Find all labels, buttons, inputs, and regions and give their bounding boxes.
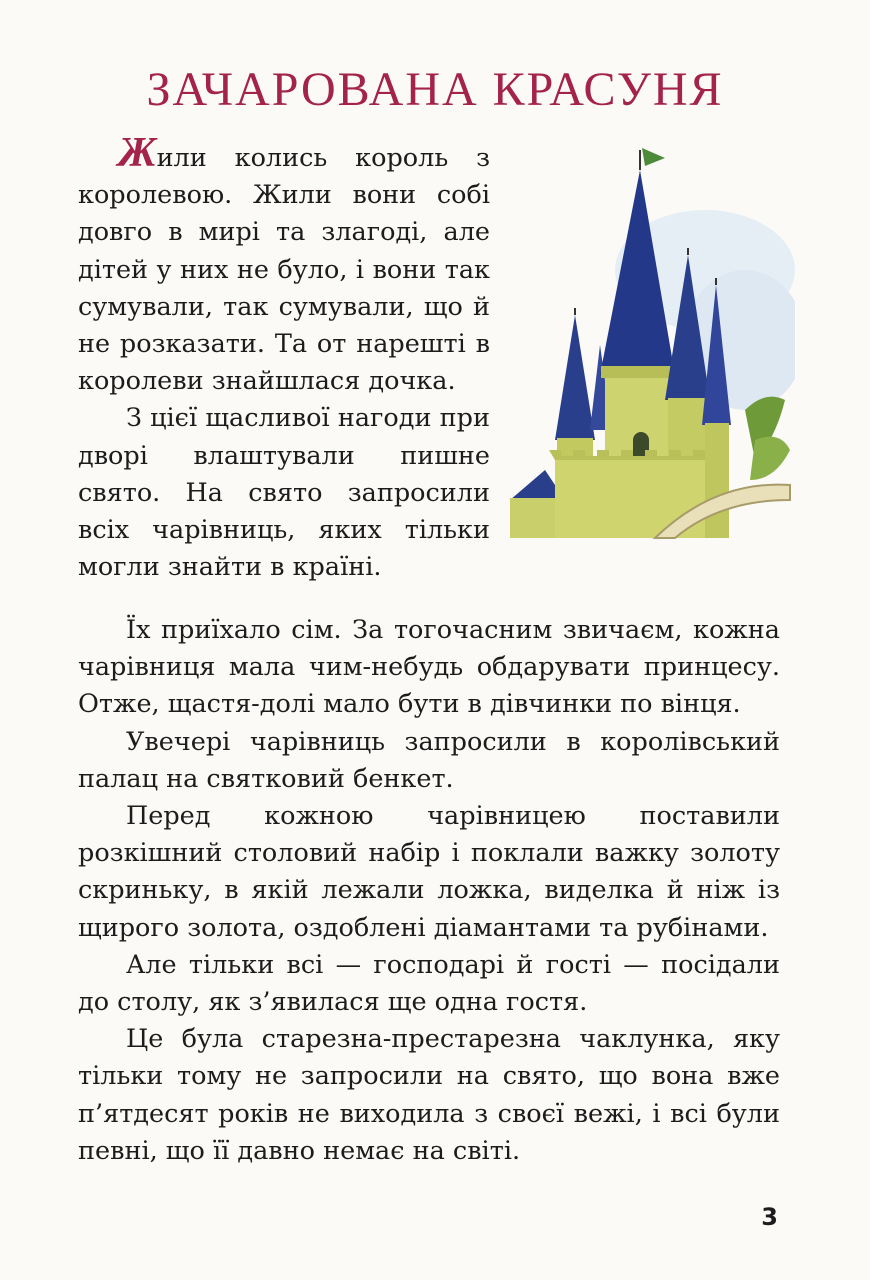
paragraph-1-text: или колись король з королевою. Жили вони собі довго в мирі та злагоді, але дітей у них не було, і вони так сумували, так сумували, що й не розказати. Та от нарешті в королеви знайшлася дочка. [78, 143, 490, 397]
castle-icon [505, 140, 795, 540]
paragraph-2: З цієї щасливої нагоди при дворі влаштували пишне свято. На свято запросили всіх чарівниць, яких тільки могли знайти в країні. [78, 403, 490, 583]
paragraph-1 [78, 130, 490, 400]
paragraph-6: Але тільки всі — господарі й гості — посідали до столу, як з’явилася ще одна гостя. [78, 949, 780, 1018]
paragraph-4: Увечері чарівниць запросили в королівський палац на святковий бенкет. [78, 726, 780, 794]
drop-cap: Ж [118, 130, 157, 176]
paragraph-3: Їх приїхало сім. За тогочасним звичаєм, кожна чарівниця мала чим-небудь обдарувати принцесу. Отже, щастя-долі мало бути в дівчинки по вінця. [78, 615, 780, 720]
paragraph-7: Це була старезна-престарезна чаклунка, яку тільки тому не запросили на свято, що вона вже п’ятдесят років не виходила з своєї вежі, і всі були певні, що її давно немає на світі. [78, 1024, 780, 1166]
text-column-bottom [78, 612, 780, 1170]
text-column-top [78, 130, 490, 586]
paragraph-5: Перед кожною чарівницею поставили розкішний столовий набір і поклали важку золоту скриньку, в якій лежали ложка, виделка й ніж із щирого золота, оздоблені діамантами та рубінами. [78, 801, 780, 943]
page-title: ЗАЧАРОВАНА КРАСУНЯ [146, 63, 724, 116]
page-number: 3 [761, 1203, 778, 1231]
